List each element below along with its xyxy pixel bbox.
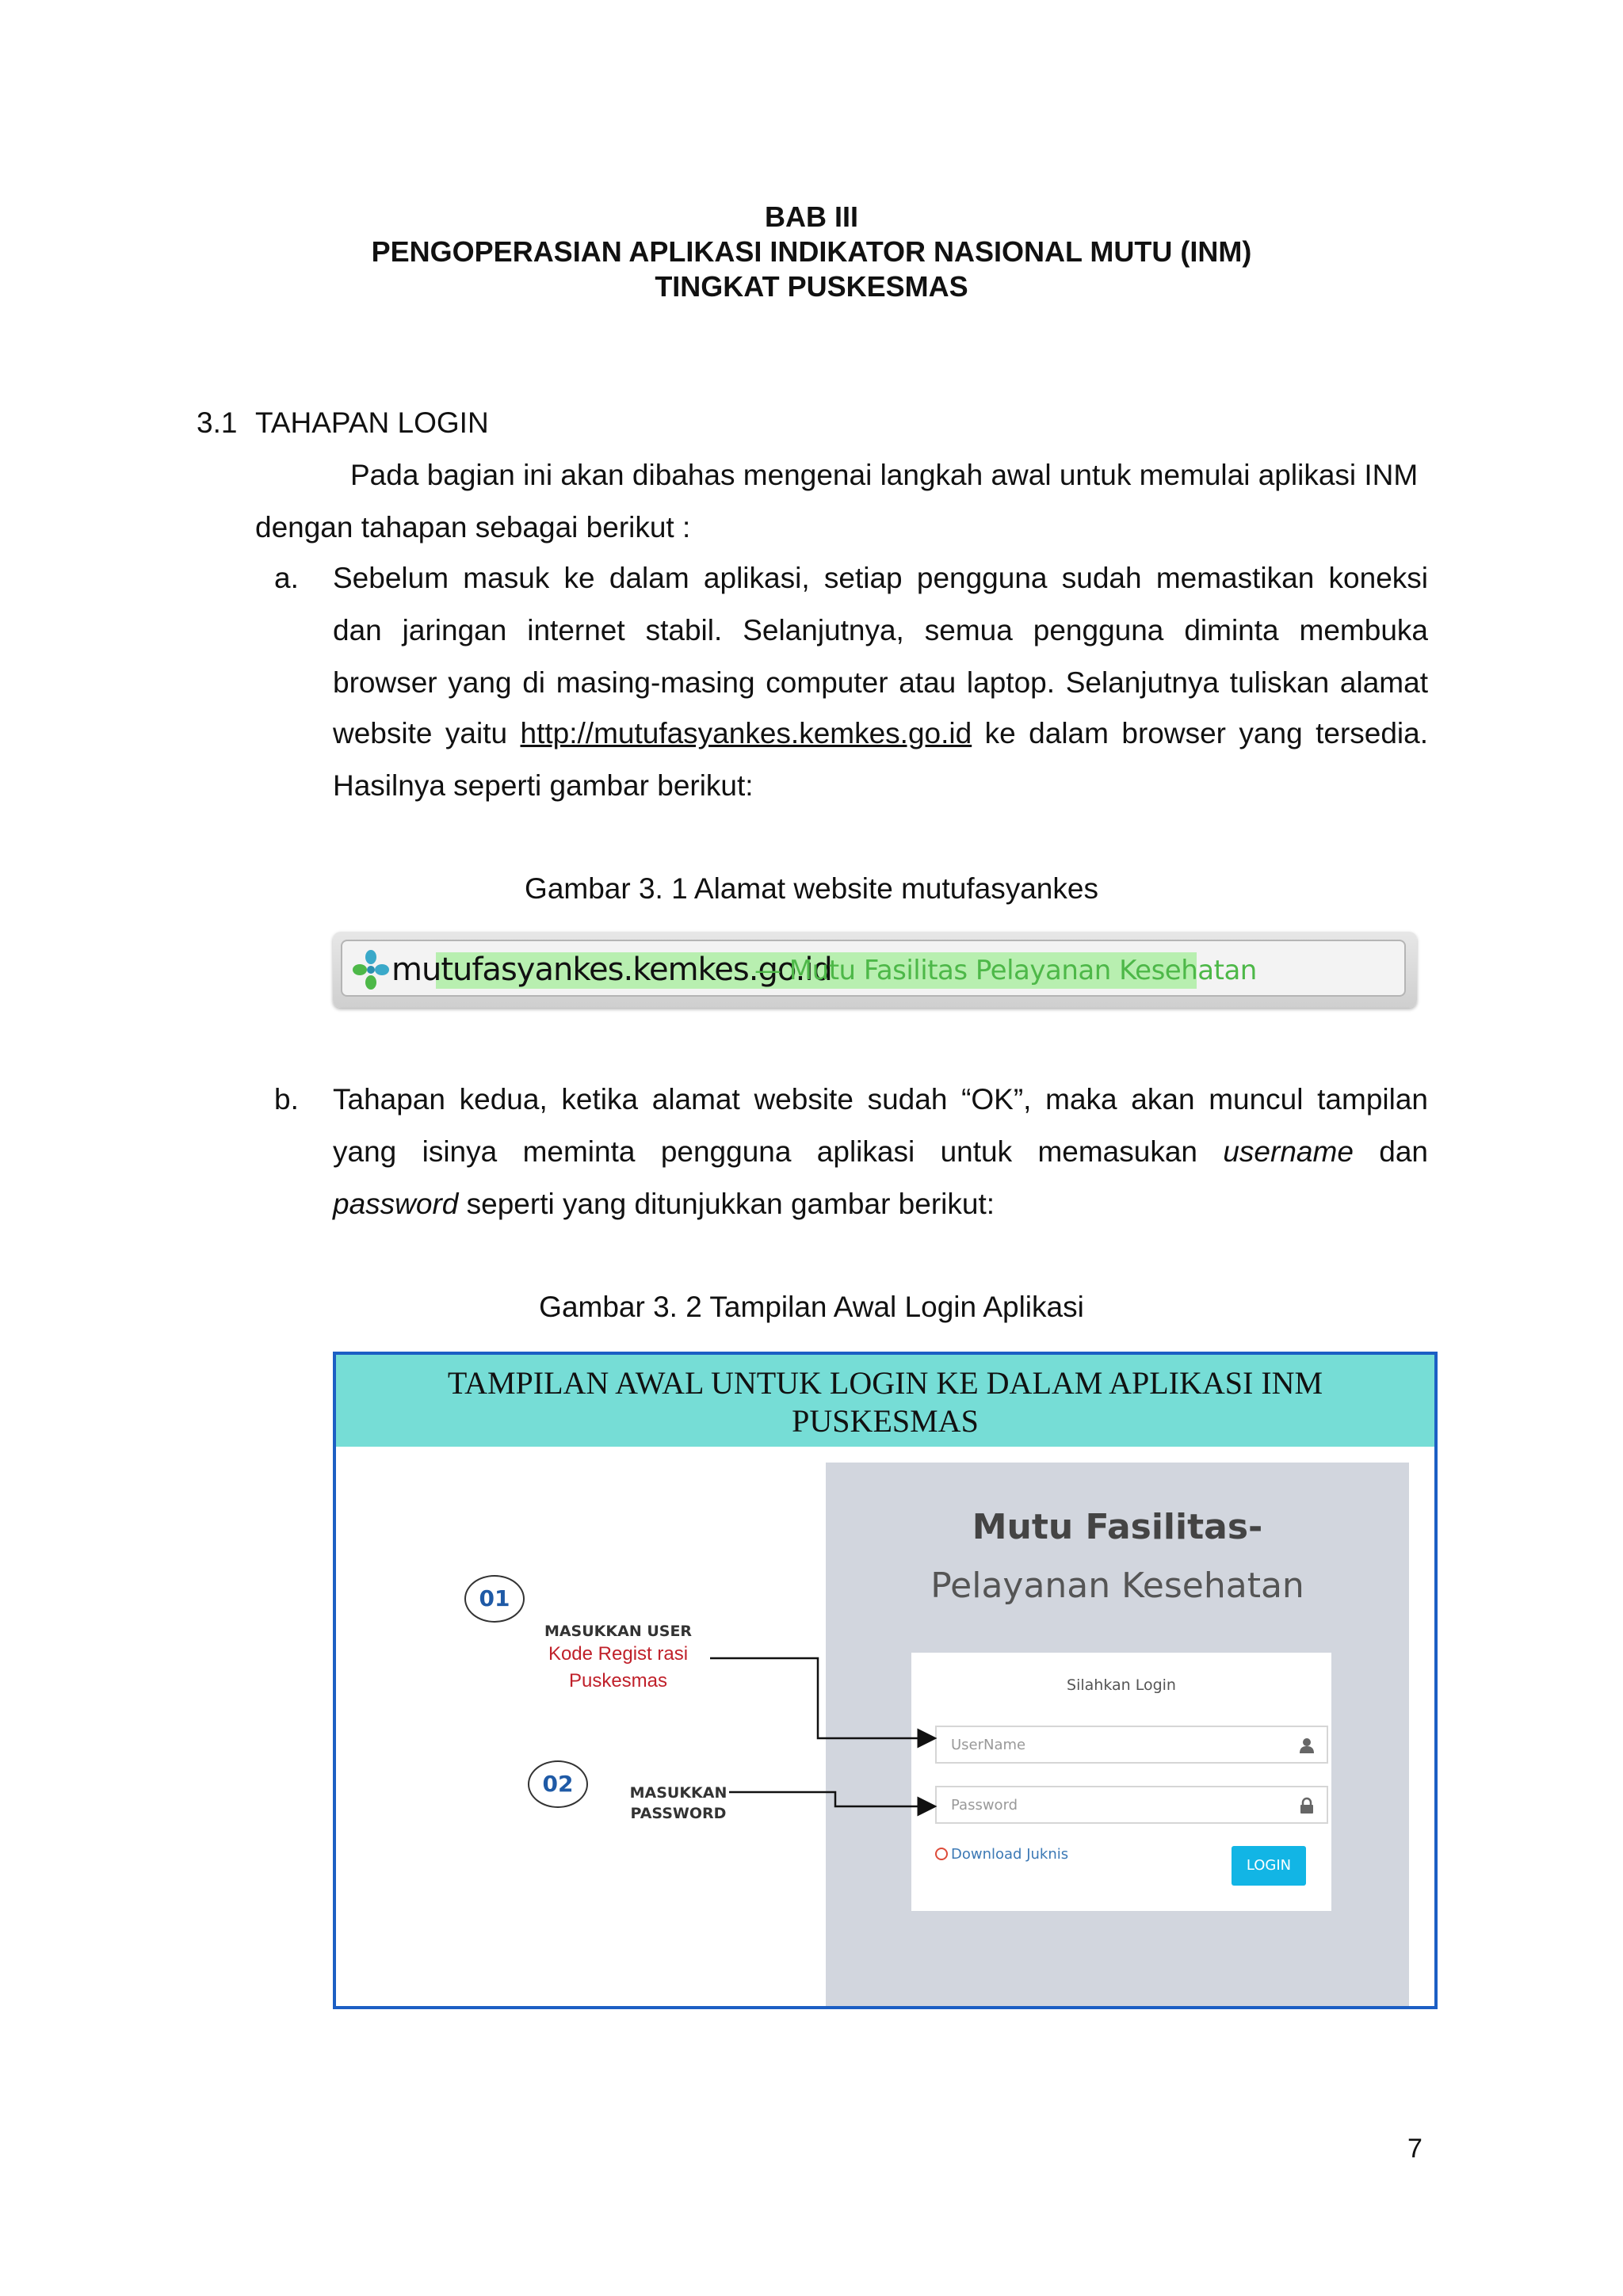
intro-line1: Pada bagian ini akan dibahas mengenai langkah awal untuk memulai aplikasi INM xyxy=(350,459,1419,491)
step-01-note-line1: Kode Regist rasi xyxy=(548,1643,689,1665)
step-02-label-line1: MASUKKAN xyxy=(629,1784,727,1802)
step-01-note-line2: Puskesmas xyxy=(568,1670,668,1691)
banner-line2: PUSKESMAS xyxy=(792,1403,979,1439)
address-bar xyxy=(341,940,1406,997)
step-b-line2-post: dan xyxy=(1379,1135,1428,1168)
address-title-suffix: — Mutu Fasilitas Pelayanan Kesehatan xyxy=(754,955,1257,986)
figure1-caption: Gambar 3. 1 Alamat website mutufasyankes xyxy=(525,872,1098,905)
step-b-marker: b. xyxy=(274,1083,299,1116)
username-connector xyxy=(710,1658,935,1738)
step-a-line5: Hasilnya seperti gambar berikut: xyxy=(333,769,754,802)
chapter-label: BAB III xyxy=(764,200,858,233)
step-b-line1: Tahapan kedua, ketika alamat website sudah “OK”, maka akan muncul tampilan xyxy=(333,1083,1428,1116)
website-link[interactable]: http://mutufasyankes.kemkes.go.id xyxy=(520,717,972,749)
page-number: 7 xyxy=(1407,2134,1423,2164)
step-a-line4 xyxy=(333,716,1428,751)
annotation-connectors xyxy=(336,1355,1441,2012)
figure2-caption: Gambar 3. 2 Tampilan Awal Login Aplikasi xyxy=(539,1291,1084,1323)
step-02-label-line2: PASSWORD xyxy=(630,1805,727,1822)
step-a-line2: dan jaringan internet stabil. Selanjutnya, semua pengguna diminta membuka xyxy=(333,614,1428,646)
step-02-badge: 02 xyxy=(528,1760,588,1808)
chapter-title-line1: PENGOPERASIAN APLIKASI INDIKATOR NASIONAL MUTU (INM) xyxy=(371,235,1252,268)
step-01-label: MASUKKAN USER xyxy=(544,1623,693,1640)
step-b-line2-pre: yang isinya meminta pengguna aplikasi untuk memasukan xyxy=(333,1135,1197,1168)
banner-line1: TAMPILAN AWAL UNTUK LOGIN KE DALAM APLIKASI INM xyxy=(447,1365,1323,1401)
step-01-badge: 01 xyxy=(464,1575,525,1623)
step-b-line3 xyxy=(333,1187,995,1222)
section-number: 3.1 xyxy=(197,406,238,439)
step-b-username-term: username xyxy=(1223,1135,1354,1168)
password-connector xyxy=(729,1792,935,1806)
step-a-marker: a. xyxy=(274,562,299,594)
step-a-line4-post: ke dalam browser yang tersedia. xyxy=(984,717,1429,749)
login-button[interactable]: LOGIN xyxy=(1232,1846,1306,1886)
username-placeholder: UserName xyxy=(951,1737,1026,1753)
download-juknis-label: Download Juknis xyxy=(951,1846,1069,1863)
kemkes-logo-icon xyxy=(352,949,390,990)
step-a-line3: browser yang di masing-masing computer atau laptop. Selanjutnya tuliskan alamat xyxy=(333,666,1428,699)
chapter-title-line2: TINGKAT PUSKESMAS xyxy=(655,270,968,303)
step-b-line2 xyxy=(333,1135,1428,1169)
address-bar-figure xyxy=(333,932,1417,1008)
app-title: Mutu Fasilitas- xyxy=(972,1507,1263,1547)
section-title: TAHAPAN LOGIN xyxy=(255,406,489,439)
app-subtitle: Pelayanan Kesehatan xyxy=(930,1566,1304,1606)
step-a-line4-pre: website yaitu xyxy=(333,717,508,749)
intro-line2: dengan tahapan sebagai berikut : xyxy=(255,511,691,543)
login-figure xyxy=(333,1352,1438,2009)
step-b-password-term: password xyxy=(333,1188,459,1220)
login-heading: Silahkan Login xyxy=(1067,1676,1176,1694)
step-b-line3-post: seperti yang ditunjukkan gambar berikut: xyxy=(466,1188,995,1220)
password-placeholder: Password xyxy=(951,1797,1018,1814)
address-url: mutufasyankes.kemkes.go.id xyxy=(391,952,832,988)
step-a-line1: Sebelum masuk ke dalam aplikasi, setiap pengguna sudah memastikan koneksi xyxy=(333,562,1428,594)
